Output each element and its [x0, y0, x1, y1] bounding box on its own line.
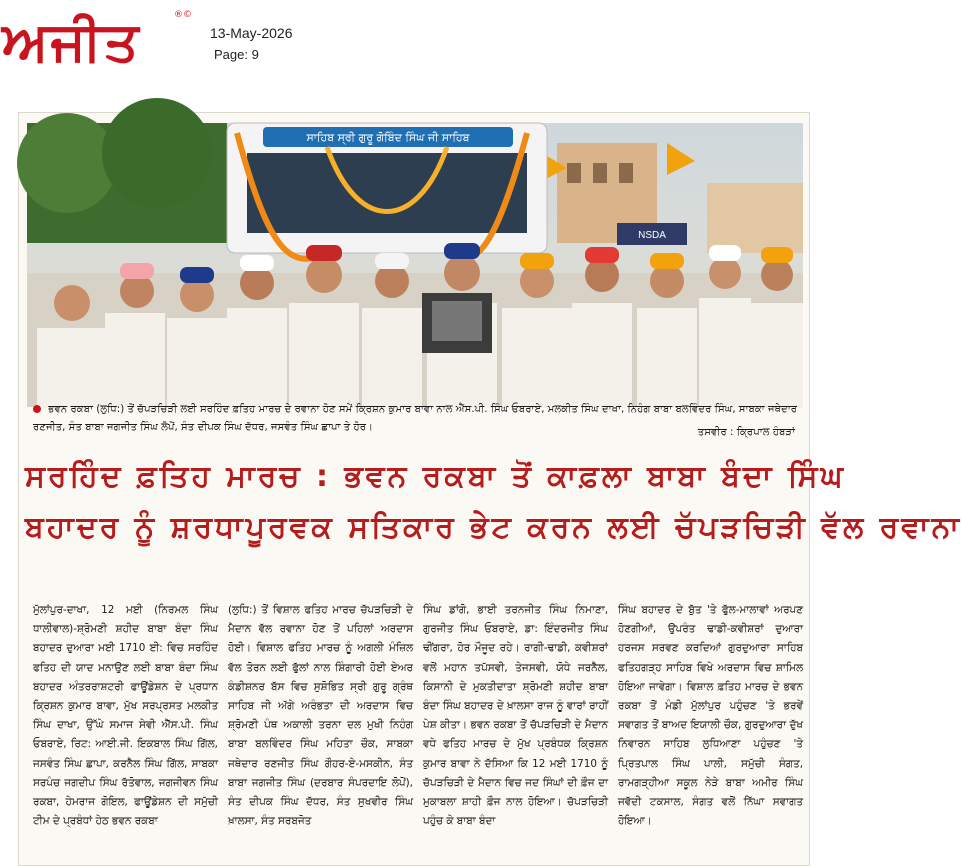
adjacent-article-edge [812, 112, 830, 866]
next-article-edge [0, 854, 830, 866]
vehicle-plate-text: NSDA [638, 230, 666, 241]
registered-mark: ®© [174, 10, 192, 20]
body-column-4: ਸਿੰਘ ਬਹਾਦਰ ਦੇ ਬੁੱਤ 'ਤੇ ਫੁੱਲ-ਮਾਲਾਵਾਂ ਅਰਪਣ ਹੋਣਗੀਆਂ, ਉਪਰੰਤ ਢਾਡੀ-ਕਵੀਸ਼ਰਾਂ ਦੁਆਰਾ ਹਰਜਸ ਸਰਵਣ ਕਰਦਿਆਂ ਗੁਰਦੁਆਰਾ ਸਾਹਿਬ ਫਤਿਹਗੜ੍ਹ ਸਾਹਿਬ ਵਿਖੇ ਅਰਦਾਸ ਵਿਚ ਸ਼ਾਮਿਲ ਹੋਇਆ ਜਾਵੇਗਾ। ਵਿਸ਼ਾਲ ਫ਼ਤਿਹ ਮਾਰਚ ਦੇ ਭਵਨ ਰਕਬਾ ਤੋਂ ਮੰਡੀ ਮੁੱਲਾਂਪੁਰ ਪਹੁੰਚਣ 'ਤੇ ਭਰਵੇਂ ਸਵਾਗਤ ਤੋਂ ਬਾਅਦ ਇਯਾਲੀ ਚੌਕ, ਗੁਰਦੁਆਰਾ ਦੁੱਖ ਨਿਵਾਰਨ ਸਾਹਿਬ ਲੁਧਿਆਣਾ ਪਹੁੰਚਣ 'ਤੇ ਪ੍ਰਿਤਪਾਲ ਸਿੰਘ ਪਾਲੀ, ਸਮੁੱਚੀ ਸੰਗਤ, ਰਾਮਗੜ੍ਹੀਆ ਸਕੂਲ ਨੇੜੇ ਬਾਬਾ ਅਮੀਰ ਸਿੰਘ ਜਵੱਦੀ ਟਕਸਾਲ, ਸੰਗਤ ਵਲੋਂ ਨਿੱਘਾ ਸਵਾਗਤ ਹੋਇਆ। [618, 604, 803, 828]
bus-banner-text: ਸਾਹਿਬ ਸ੍ਰੀ ਗੁਰੂ ਗੋਬਿੰਦ ਸਿੰਘ ਜੀ ਸਾਹਿਬ [306, 131, 470, 144]
photo-credit: ਤਸਵੀਰ : ਕ੍ਰਿਪਾਲ ਹੰਬੜਾਂ [697, 427, 795, 438]
article-clipping [18, 112, 962, 866]
edition-date: 13-May-2026 [210, 25, 293, 41]
masthead [0, 0, 830, 112]
caption-text: ਭਵਨ ਰਕਬਾ (ਲੁਧਿ:) ਤੋਂ ਚੱਪੜਚਿੜੀ ਲਈ ਸਰਹਿੰਦ ਫ਼ਤਿਹ ਮਾਰਚ ਦੇ ਰਵਾਨਾ ਹੋਣ ਸਮੇਂ ਕ੍ਰਿਸ਼ਨ ਕੁਮਾਰ ਬਾਵਾ ਨਾਲ ਐੱਸ.ਪੀ. ਸਿੰਘ ਓਬਰਾਏ, ਮਲਕੀਤ ਸਿੰਘ ਦਾਖਾ, ਨਿਹੰਗ ਬਾਬਾ ਬਲਵਿੰਦਰ ਸਿੰਘ, ਸਾਬਕਾ ਜਥੇਦਾਰ ਰਣਜੀਤ, ਸੰਤ ਬਾਬਾ ਜਗਜੀਤ ਸਿੰਘ ਲੋਪੋਂ, ਸੰਤ ਦੀਪਕ ਸਿੰਘ ਦੱਧਰ, ਜਸਵੰਤ ਸਿੰਘ ਛਾਪਾ ਤੇ ਹੋਰ। [33, 404, 798, 433]
body-column-3: ਸਿੰਘ ਡਾਂਗੋ, ਭਾਈ ਤਰਨਜੀਤ ਸਿੰਘ ਨਿਮਾਣਾ, ਗੁਰਜੀਤ ਸਿੰਘ ਓਬਰਾਏ, ਡਾ: ਇੰਦਰਜੀਤ ਸਿੰਘ ਢੀਂਗਰਾ, ਹੋਰ ਮੌਜੂਦ ਰਹੇ। ਰਾਗੀ-ਢਾਡੀ, ਕਵੀਸ਼ਰਾਂ ਵਲੋਂ ਮਹਾਨ ਤਪੱਸਵੀ, ਤੇਜਸਵੀ, ਯੋਧੇ ਜਰਨੈਲ, ਕਿਸਾਨੀ ਦੇ ਮੁਕਤੀਦਾਤਾ ਸ਼੍ਰੋਮਣੀ ਸ਼ਹੀਦ ਬਾਬਾ ਬੰਦਾ ਸਿੰਘ ਬਹਾਦਰ ਦੇ ਖ਼ਾਲਸਾ ਰਾਜ ਨੂੰ ਵਾਰਾਂ ਰਾਹੀਂ ਪੇਸ਼ ਕੀਤਾ। ਭਵਨ ਰਕਬਾ ਤੋਂ ਚੱਪੜਚਿੜੀ ਦੇ ਮੈਦਾਨ ਵਧੇ ਫਤਿਹ ਮਾਰਚ ਦੇ ਮੁੱਖ ਪ੍ਰਬੰਧਕ ਕ੍ਰਿਸ਼ਨ ਕੁਮਾਰ ਬਾਵਾ ਨੇ ਦੱਸਿਆ ਕਿ 12 ਮਈ 1710 ਨੂੰ ਚੱਪੜਚਿੜੀ ਦੇ ਮੈਦਾਨ ਵਿਚ ਜਦ ਸਿੰਘਾਂ ਦੀ ਫ਼ੌਜ ਦਾ ਮੁਕਾਬਲਾ ਸ਼ਾਹੀ ਫ਼ੌਜ ਨਾਲ ਹੋਇਆ। ਚੱਪੜਚਿੜੀ ਪਹੁੰਚ ਕੇ ਬਾਬਾ ਬੰਦਾ [423, 604, 608, 828]
newspaper-logo [2, 8, 198, 73]
article-body [33, 601, 803, 863]
body-column-1: ਮੁੱਲਾਂਪੁਰ-ਦਾਖਾ, 12 ਮਈ (ਨਿਰਮਲ ਸਿੰਘ ਧਾਲੀਵਾਲ)-ਸ਼੍ਰੋਮਣੀ ਸ਼ਹੀਦ ਬਾਬਾ ਬੰਦਾ ਸਿੰਘ ਬਹਾਦਰ ਦੁਆਰਾ ਮਈ 1710 ਈ: ਵਿਚ ਸਰਹਿੰਦ ਫਤਿਹ ਦੀ ਯਾਦ ਮਨਾਉਣ ਲਈ ਬਾਬਾ ਬੰਦਾ ਸਿੰਘ ਬਹਾਦਰ ਅੰਤਰਰਾਸ਼ਟਰੀ ਫਾਊਂਡੇਸ਼ਨ ਦੇ ਪ੍ਰਧਾਨ ਕ੍ਰਿਸ਼ਨ ਕੁਮਾਰ ਬਾਵਾ, ਮੁੱਖ ਸਰਪ੍ਰਸਤ ਮਲਕੀਤ ਸਿੰਘ ਦਾਖਾ, ਉੱਘੇ ਸਮਾਜ ਸੇਵੀ ਐੱਸ.ਪੀ. ਸਿੰਘ ਓਬਰਾਏ, ਰਿਟ: ਆਈ.ਜੀ. ਇਕਬਾਲ ਸਿੰਘ ਗਿੱਲ, ਜਸਵੰਤ ਸਿੰਘ ਛਾਪਾ, ਕਰਨੈਲ ਸਿੰਘ ਗਿੱਲ, ਸਾਬਕਾ ਸਰਪੰਚ ਜਗਦੀਪ ਸਿੰਘ ਰੱਤੋਵਾਲ, ਜਗਜੀਵਨ ਸਿੰਘ ਰਕਬਾ, ਹੇਮਰਾਜ ਗੋਇਲ, ਫਾਊਂਡੇਸ਼ਨ ਦੀ ਸਮੁੱਚੀ ਟੀਮ ਦੇ ਪ੍ਰਬੰਧਾਂ ਹੇਠ ਭਵਨ ਰਕਬਾ [33, 604, 218, 828]
page-number: Page: 9 [214, 47, 259, 62]
headline-line-1: ਸਰਹਿੰਦ ਫ਼ਤਿਹ ਮਾਰਚ : ਭਵਨ ਰਕਬਾ ਤੋਂ ਕਾਫ਼ਲਾ ਬਾਬਾ ਬੰਦਾ ਸਿੰਘ [25, 459, 846, 494]
headline-line-2: ਬਹਾਦਰ ਨੂੰ ਸ਼ਰਧਾਪੂਰਵਕ ਸਤਿਕਾਰ ਭੇਟ ਕਰਨ ਲਈ ਚੱਪੜਚਿੜੀ ਵੱਲ ਰਵਾਨਾ [25, 510, 962, 545]
body-column-2: (ਲੁਧਿ:) ਤੋਂ ਵਿਸ਼ਾਲ ਫਤਿਹ ਮਾਰਚ ਚੱਪੜਚਿੜੀ ਦੇ ਮੈਦਾਨ ਵੱਲ ਰਵਾਨਾ ਹੋਣ ਤੋਂ ਪਹਿਲਾਂ ਅਰਦਾਸ ਹੋਈ। ਵਿਸ਼ਾਲ ਫਤਿਹ ਮਾਰਚ ਨੂੰ ਅਗਲੀ ਮੰਜ਼ਿਲ ਵੱਲ ਤੋਰਨ ਲਈ ਫੁੱਲਾਂ ਨਾਲ ਸ਼ਿੰਗਾਰੀ ਹੋਈ ਏਅਰ ਕੰਡੀਸ਼ਨਰ ਬੱਸ ਵਿਚ ਸੁਸ਼ੋਭਿਤ ਸ੍ਰੀ ਗੁਰੂ ਗ੍ਰੰਥ ਸਾਹਿਬ ਜੀ ਅੱਗੇ ਅਰੰਭਤਾ ਦੀ ਅਰਦਾਸ ਵਿਚ ਸ਼੍ਰੋਮਣੀ ਪੰਥ ਅਕਾਲੀ ਤਰਨਾ ਦਲ ਮੁਖੀ ਨਿਹੰਗ ਬਾਬਾ ਬਲਵਿੰਦਰ ਸਿੰਘ ਮਹਿਤਾ ਚੌਕ, ਸਾਬਕਾ ਜਥੇਦਾਰ ਰਣਜੀਤ ਸਿੰਘ ਗੌਹਰ-ਏ-ਮਸਕੀਨ, ਸੰਤ ਬਾਬਾ ਜਗਜੀਤ ਸਿੰਘ (ਦਰਬਾਰ ਸੰਪਰਦਾਇ ਲੋਪੋਂ), ਸੰਤ ਦੀਪਕ ਸਿੰਘ ਦੱਧਰ, ਸੰਤ ਸੁਖਵੀਰ ਸਿੰਘ ਖ਼ਾਲਸਾ, ਸੰਤ ਸਰਬਜੋਤ [228, 604, 413, 828]
caption-bullet-icon [33, 405, 41, 413]
photo-caption [33, 401, 801, 443]
svg-text:ਅਜੀਤ: ਅਜੀਤ [2, 10, 141, 73]
article-photo [27, 123, 803, 407]
